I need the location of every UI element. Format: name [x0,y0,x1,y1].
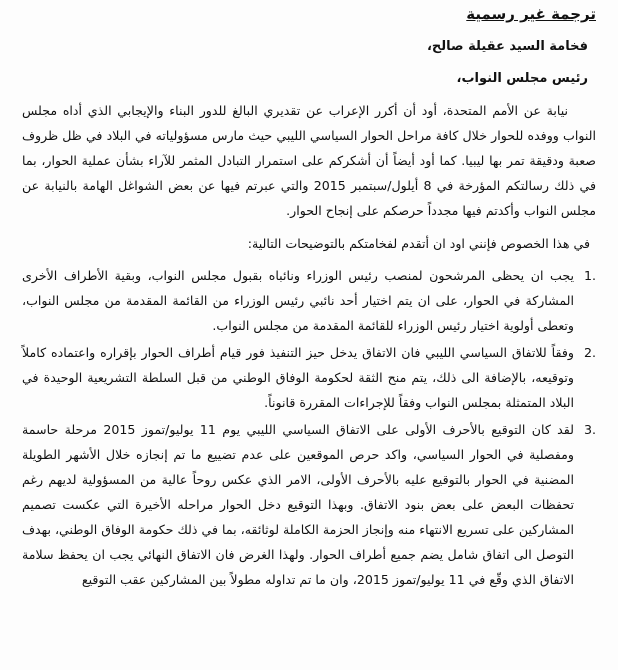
lead-sentence: في هذا الخصوص فإنني اود ان أتقدم لفخامتكم بالتوضيحات التالية: [247,236,590,251]
point-number: 3. [583,422,596,437]
point-number: 2. [583,345,596,360]
unofficial-translation-label: ترجمة غير رسمية [466,5,596,23]
point-text: وفقاً للاتفاق السياسي الليبي فان الاتفاق يدخل حيز التنفيذ فور قيام أطراف الحوار بإقراره واعتماده كاملاً وتوقيعه، بالإضافة الى ذلك، يتم منح الثقة لحكومة الوفاق الوطني من قبل السلطة التشريعية الوحيدة في البلاد المتمثلة بمجلس النواب وفقاً للإجراءات المقررة قانوناً. [22,345,574,410]
list-item [22,417,596,592]
point-number: 1. [583,268,596,283]
point-text: يجب ان يحظى المرشحون لمنصب رئيس الوزراء ونائباه بقبول مجلس النواب، وبقية الأطراف الأخرى المشاركة في الحوار، على ان يتم اختيار أحد نائبي رئيس الوزراء من القائمة المقدمة من مجلس النواب، وتعطى أولوية اختيار رئيس الوزراء للقائمة المقدمة من مجلس النواب. [22,268,574,333]
list-item [22,340,596,415]
recipient-title-line: رئيس مجلس النواب، [456,71,588,86]
point-text: لقد كان التوقيع بالأحرف الأولى على الاتفاق السياسي الليبي يوم 11 يوليو/تموز 2015 مرحلة حاسمة ومفصلية في الحوار السياسي، واكد حرص الموقعين على عدم تضييع ما تم إنجازه خلال الأشهر الطويلة المضنية في الحوار بالتوقيع عليه بالأحرف الأولى، الامر الذي عكس روحاً عالية من المسؤولية لديهم رغم تحفظات البعض على بعض بنود الاتفاق. وبهذا التوقيع دخل الحوار مراحله الأخيرة التي عكست تصميم المشاركين على تسريع الانتهاء منه وإنجاز الحزمة الكاملة لوثائقه، بما في ذلك حكومة الوفاق الوطني، بهدف التوصل الى اتفاق شامل يضم جميع أطراف الحوار. ولهذا الغرض فان الاتفاق النهائي يجب ان يحفظ سلامة الاتفاق الذي وقّع في 11 يوليو/تموز 2015، وان ما تم تداوله مطولاً بين المشاركين عقب التوقيع [22,422,574,587]
list-item [22,263,596,338]
clarification-points-list [22,263,596,592]
intro-paragraph: نيابة عن الأمم المتحدة، أود أن أكرر الإعراب عن تقديري البالغ للدور البناء والإيجابي الذي أداه مجلس النواب ووفده للحوار خلال كافة مراحل الحوار السياسي الليبي حيث مارس مسؤولياته في البلاد في ظل ظروف صعبة ودقيقة تمر بها ليبيا. كما أود أيضاً أن أشكركم على استمرار التبادل المثمر للآراء بشأن عملية الحوار، بما في ذلك رسالتكم المؤرخة في 8 أيلول/سبتمبر 2015 والتي عبرتم فيها عن بعض الشواغل الهامة بالنيابة عن مجلس النواب وأكدتم فيها مجدداً حرصكم على إنجاح الحوار. [22,103,596,218]
salutation-line: فخامة السيد عقيلة صالح، [426,39,588,54]
